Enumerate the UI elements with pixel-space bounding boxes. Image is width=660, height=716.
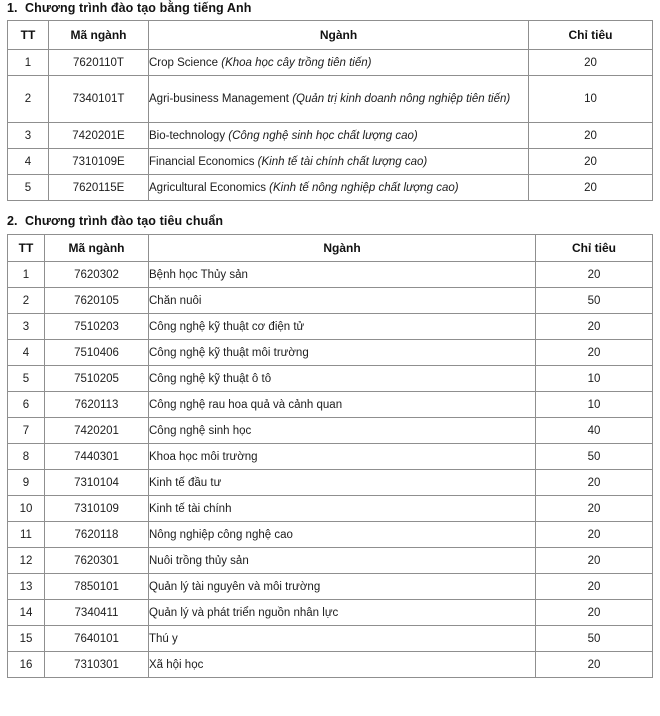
table-row: [8, 340, 653, 366]
cell-quota: 50: [536, 444, 653, 470]
table-header-row: [8, 235, 653, 262]
cell-quota: 10: [536, 392, 653, 418]
cell-quota: 50: [536, 288, 653, 314]
cell-name: Kinh tế đầu tư: [149, 470, 536, 496]
cell-name: Quản lý tài nguyên và môi trường: [149, 574, 536, 600]
column-header-name: Ngành: [149, 21, 529, 50]
cell-code: 7310301: [45, 652, 149, 678]
cell-name: [149, 50, 529, 76]
cell-code: 7310104: [45, 470, 149, 496]
cell-tt: 11: [8, 522, 45, 548]
cell-quota: 10: [529, 76, 653, 123]
table-row: [8, 123, 653, 149]
table-row: [8, 392, 653, 418]
cell-name: Khoa học môi trường: [149, 444, 536, 470]
cell-quota: 20: [536, 314, 653, 340]
table-row: [8, 600, 653, 626]
cell-name: Kinh tế tài chính: [149, 496, 536, 522]
cell-code: 7420201: [45, 418, 149, 444]
section-2-title: Chương trình đào tạo tiêu chuẩn: [25, 214, 224, 228]
column-header-quota: Chỉ tiêu: [536, 235, 653, 262]
table-row: [8, 548, 653, 574]
table-row: [8, 652, 653, 678]
table-row: [8, 50, 653, 76]
program-name-en: Bio-technology: [149, 129, 226, 142]
cell-tt: 5: [8, 366, 45, 392]
table-row: [8, 262, 653, 288]
cell-tt: 2: [8, 288, 45, 314]
cell-tt: 1: [8, 50, 49, 76]
table-row: [8, 522, 653, 548]
cell-name: Nuôi trồng thủy sản: [149, 548, 536, 574]
column-header-code: Mã ngành: [49, 21, 149, 50]
cell-name: Chăn nuôi: [149, 288, 536, 314]
cell-quota: 20: [536, 522, 653, 548]
program-name-vi: (Kinh tế nông nghiệp chất lượng cao): [269, 181, 459, 194]
cell-code: 7310109E: [49, 149, 149, 175]
cell-code: 7620105: [45, 288, 149, 314]
cell-name: Công nghệ rau hoa quả và cảnh quan: [149, 392, 536, 418]
cell-quota: 20: [536, 340, 653, 366]
table-row: [8, 444, 653, 470]
table-row: [8, 288, 653, 314]
cell-quota: 20: [536, 262, 653, 288]
english-program-table: [7, 20, 653, 201]
program-name-vi: (Quản trị kinh doanh nông nghiệp tiên tiến): [292, 92, 511, 105]
cell-tt: 13: [8, 574, 45, 600]
section-2-number: 2.: [7, 214, 18, 228]
cell-code: 7620118: [45, 522, 149, 548]
cell-tt: 3: [8, 123, 49, 149]
table-row: [8, 314, 653, 340]
cell-code: 7620113: [45, 392, 149, 418]
cell-quota: 20: [529, 50, 653, 76]
cell-code: 7620302: [45, 262, 149, 288]
cell-quota: 20: [536, 574, 653, 600]
cell-code: 7510203: [45, 314, 149, 340]
program-name-vi: (Kinh tế tài chính chất lượng cao): [257, 155, 428, 168]
table-row: [8, 626, 653, 652]
program-name-vi: (Công nghệ sinh học chất lượng cao): [228, 129, 418, 142]
table-row: [8, 76, 653, 123]
cell-code: 7510205: [45, 366, 149, 392]
cell-tt: 2: [8, 76, 49, 123]
table-row: [8, 366, 653, 392]
cell-tt: 15: [8, 626, 45, 652]
section-1-title: Chương trình đào tạo bằng tiếng Anh: [25, 1, 252, 15]
cell-code: 7640101: [45, 626, 149, 652]
cell-quota: 20: [536, 496, 653, 522]
cell-name: Thú y: [149, 626, 536, 652]
program-name-en: Agri-business Management: [149, 92, 289, 105]
table-row: [8, 175, 653, 201]
table-header-row: [8, 21, 653, 50]
cell-name: Quản lý và phát triển nguồn nhân lực: [149, 600, 536, 626]
cell-tt: 4: [8, 149, 49, 175]
cell-quota: 20: [529, 149, 653, 175]
cell-code: 7310109: [45, 496, 149, 522]
cell-name: [149, 123, 529, 149]
cell-tt: 6: [8, 392, 45, 418]
cell-code: 7510406: [45, 340, 149, 366]
cell-name: Công nghệ kỹ thuật ô tô: [149, 366, 536, 392]
cell-tt: 10: [8, 496, 45, 522]
cell-tt: 4: [8, 340, 45, 366]
cell-name: [149, 175, 529, 201]
cell-quota: 20: [529, 175, 653, 201]
cell-quota: 20: [536, 600, 653, 626]
cell-tt: 12: [8, 548, 45, 574]
cell-tt: 8: [8, 444, 45, 470]
cell-code: 7620110T: [49, 50, 149, 76]
table-row: [8, 496, 653, 522]
cell-name: Xã hội học: [149, 652, 536, 678]
cell-name: Công nghệ sinh học: [149, 418, 536, 444]
program-name-vi: (Khoa học cây trồng tiên tiến): [221, 56, 372, 69]
cell-code: 7420201E: [49, 123, 149, 149]
table-row: [8, 574, 653, 600]
section-2-heading: [7, 214, 223, 228]
cell-quota: 20: [536, 548, 653, 574]
program-name-en: Financial Economics: [149, 155, 255, 168]
cell-code: 7440301: [45, 444, 149, 470]
cell-tt: 16: [8, 652, 45, 678]
cell-tt: 14: [8, 600, 45, 626]
cell-name: [149, 149, 529, 175]
table-row: [8, 418, 653, 444]
table-row: [8, 149, 653, 175]
cell-name: Công nghệ kỹ thuật cơ điện tử: [149, 314, 536, 340]
cell-quota: 20: [536, 652, 653, 678]
cell-name: [149, 76, 529, 123]
cell-tt: 9: [8, 470, 45, 496]
cell-quota: 40: [536, 418, 653, 444]
cell-code: 7620301: [45, 548, 149, 574]
program-name-en: Crop Science: [149, 56, 219, 69]
cell-quota: 20: [529, 123, 653, 149]
cell-quota: 20: [536, 470, 653, 496]
column-header-code: Mã ngành: [45, 235, 149, 262]
cell-tt: 3: [8, 314, 45, 340]
cell-code: 7340101T: [49, 76, 149, 123]
cell-name: Bệnh học Thủy sản: [149, 262, 536, 288]
cell-name: Nông nghiệp công nghệ cao: [149, 522, 536, 548]
cell-code: 7620115E: [49, 175, 149, 201]
cell-tt: 1: [8, 262, 45, 288]
cell-quota: 10: [536, 366, 653, 392]
column-header-tt: TT: [8, 21, 49, 50]
standard-program-table: [7, 234, 653, 678]
column-header-name: Ngành: [149, 235, 536, 262]
table-row: [8, 470, 653, 496]
column-header-tt: TT: [8, 235, 45, 262]
column-header-quota: Chỉ tiêu: [529, 21, 653, 50]
section-1-number: 1.: [7, 1, 18, 15]
section-1-heading: [7, 1, 252, 15]
cell-code: 7340411: [45, 600, 149, 626]
cell-tt: 7: [8, 418, 45, 444]
program-name-en: Agricultural Economics: [149, 181, 266, 194]
cell-code: 7850101: [45, 574, 149, 600]
cell-name: Công nghệ kỹ thuật môi trường: [149, 340, 536, 366]
cell-quota: 50: [536, 626, 653, 652]
cell-tt: 5: [8, 175, 49, 201]
